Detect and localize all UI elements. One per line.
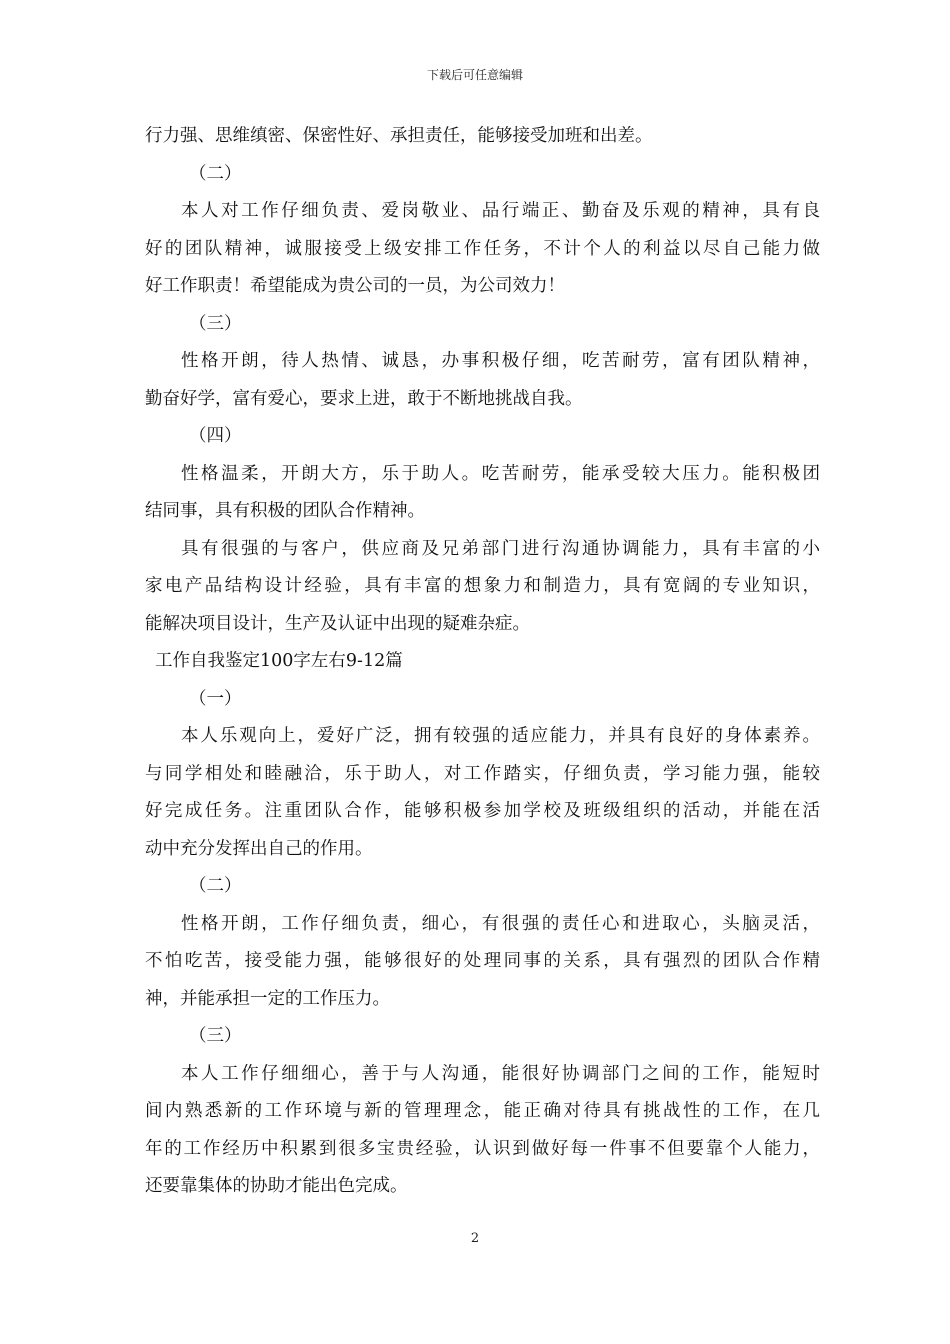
section-heading: 工作自我鉴定100字左右9-12篇 [155, 651, 403, 671]
text-line: 好工作职责！希望能成为贵公司的一员，为公司效力！ [145, 276, 565, 296]
text-line: 好完成任务。注重团队合作，能够积极参加学校及班级组织的活动，并能在活 [145, 801, 820, 821]
paragraph-first-line: 性格开朗，待人热情、诚恳，办事积极仔细，吃苦耐劳，富有团队精神， [181, 351, 820, 371]
section-number: （一） [189, 688, 242, 709]
section-number: （二） [189, 876, 242, 896]
text-line: 还要靠集体的协助才能出色完成。 [145, 1176, 408, 1196]
text-line: 与同学相处和睦融洽，乐于助人，对工作踏实，仔细负责，学习能力强，能较 [145, 763, 820, 784]
document-body [145, 118, 820, 1206]
text-line: 动中充分发挥出自己的作用。 [145, 838, 373, 859]
text-line: 能解决项目设计，生产及认证中出现的疑难杂症。 [145, 613, 530, 634]
section-number: （四） [189, 426, 242, 446]
text-line: 家电产品结构设计经验，具有丰富的想象力和制造力，具有宽阔的专业知识， [145, 576, 820, 596]
text-line: 勤奋好学，富有爱心，要求上进，敢于不断地挑战自我。 [145, 388, 583, 409]
text-line: 不怕吃苦，接受能力强，能够很好的处理同事的关系，具有强烈的团队合作精 [145, 951, 820, 971]
text-line: 行力强、思维缜密、保密性好、承担责任，能够接受加班和出差。 [145, 126, 653, 146]
paragraph-first-line: 本人工作仔细细心，善于与人沟通，能很好协调部门之间的工作，能短时 [181, 1063, 820, 1084]
section-number: （二） [189, 163, 242, 184]
text-line: 好的团队精神，诚服接受上级安排工作任务，不计个人的利益以尽自己能力做 [145, 238, 820, 259]
text-line: 年的工作经历中积累到很多宝贵经验，认识到做好每一件事不但要靠个人能力， [145, 1138, 820, 1159]
text-line: 间内熟悉新的工作环境与新的管理理念，能正确对待具有挑战性的工作，在几 [145, 1101, 820, 1121]
paragraph-first-line: 性格开朗，工作仔细负责，细心，有很强的责任心和进取心，头脑灵活， [181, 913, 820, 934]
text-line: 结同事，具有积极的团队合作精神。 [145, 501, 425, 521]
paragraph-first-line: 性格温柔，开朗大方，乐于助人。吃苦耐劳，能承受较大压力。能积极团 [181, 463, 820, 484]
section-number: （三） [189, 313, 242, 334]
page-number: 2 [470, 1231, 480, 1246]
page-header: 下载后可任意编辑 [426, 68, 523, 82]
paragraph-first-line: 本人对工作仔细负责、爱岗敬业、品行端正、勤奋及乐观的精神，具有良 [181, 201, 820, 221]
section-number: （三） [189, 1026, 242, 1046]
paragraph-first-line: 本人乐观向上，爱好广泛，拥有较强的适应能力，并具有良好的身体素养。 [181, 726, 820, 746]
text-line: 神，并能承担一定的工作压力。 [145, 988, 390, 1009]
paragraph-first-line: 具有很强的与客户，供应商及兄弟部门进行沟通协调能力，具有丰富的小 [181, 538, 820, 559]
